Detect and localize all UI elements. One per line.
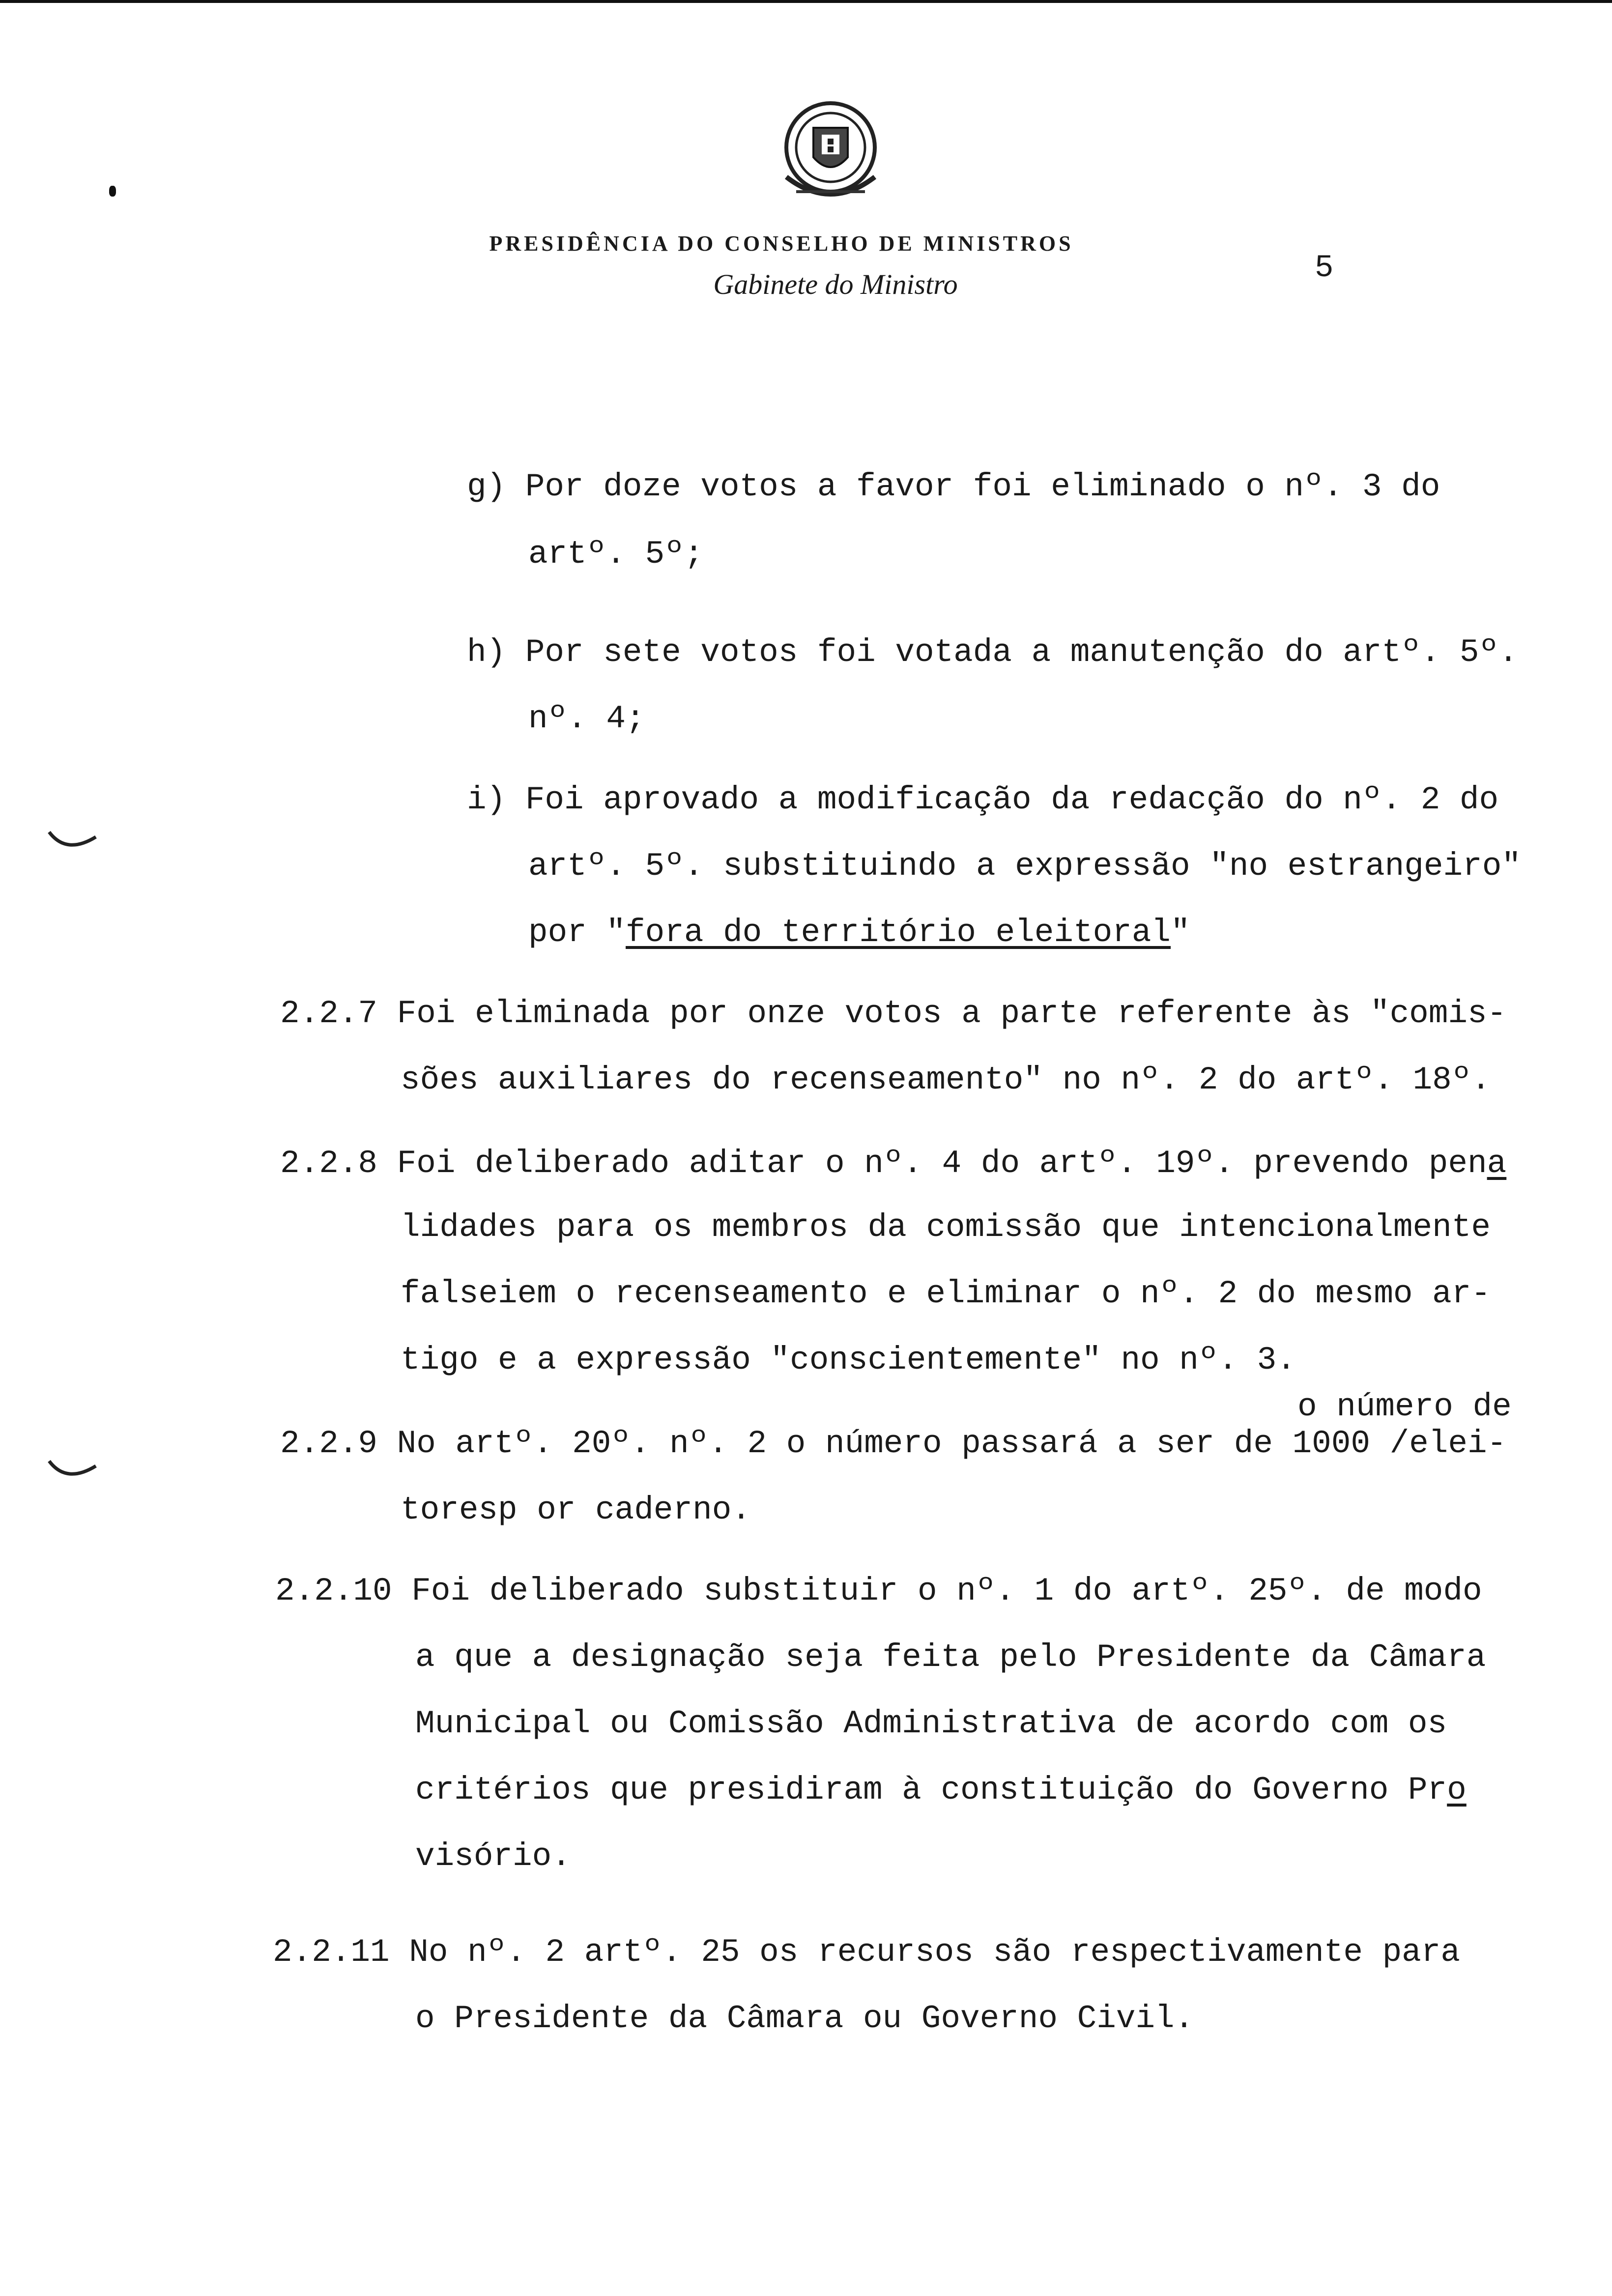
- item-i-line-3: [528, 914, 1190, 951]
- section-2211-line-1: 2.2.11 No nº. 2 artº. 25 os recursos são respectivamente para: [273, 1934, 1460, 1971]
- section-228-line-1: [280, 1145, 1507, 1182]
- section-227-line-1: 2.2.7 Foi eliminada por onze votos a parte referente às "comis-: [280, 995, 1507, 1032]
- item-h-line-2: nº. 4;: [528, 700, 645, 737]
- section-228-line-2: lidades para os membros da comissão que intencionalmente: [401, 1209, 1491, 1246]
- section-228-line-4: tigo e a expressão "conscientemente" no nº. 3.: [401, 1342, 1296, 1378]
- section-2210-line-5: visório.: [415, 1838, 571, 1875]
- section-2210-line-2: a que a designação seja feita pelo Presidente da Câmara: [415, 1639, 1486, 1676]
- coat-of-arms-icon: [767, 93, 894, 216]
- section-229-handwritten-insert: o número de: [1297, 1388, 1512, 1425]
- item-i-line-3-post: ": [1171, 914, 1190, 951]
- section-2210-line-4-underlined: o: [1447, 1772, 1467, 1808]
- page-number: 5: [1315, 251, 1334, 286]
- margin-dot: [109, 186, 116, 197]
- item-g-line-2: artº. 5º;: [528, 536, 704, 573]
- section-228-line-3: falseiem o recenseamento e eliminar o nº. 2 do mesmo ar-: [401, 1275, 1491, 1312]
- section-2210-line-4-pre: critérios que presidiram à constituição do Governo Pr: [415, 1772, 1447, 1808]
- margin-curve-mark: [47, 828, 101, 853]
- item-i-line-2: artº. 5º. substituindo a expressão "no estrangeiro": [528, 848, 1521, 885]
- section-227-line-2: sões auxiliares do recenseamento" no nº. 2 do artº. 18º.: [401, 1062, 1491, 1098]
- ministry-title: PRESIDÊNCIA DO CONSELHO DE MINISTROS: [489, 231, 1074, 256]
- item-h-line-1: h) Por sete votos foi votada a manutenção do artº. 5º.: [467, 634, 1518, 671]
- section-2210-line-1: 2.2.10 Foi deliberado substituir o nº. 1 do artº. 25º. de modo: [275, 1573, 1482, 1609]
- item-i-line-3-pre: por ": [528, 914, 626, 951]
- section-229-line-2: toresp or caderno.: [401, 1492, 751, 1528]
- section-2211-line-2: o Presidente da Câmara ou Governo Civil.: [415, 2000, 1194, 2037]
- item-i-underlined-phrase: fora do território eleitoral: [626, 914, 1171, 951]
- item-i-line-1: i) Foi aprovado a modificação da redacção do nº. 2 do: [467, 781, 1499, 818]
- section-2210-line-4: [415, 1774, 1467, 1807]
- top-edge-line: [0, 0, 1612, 3]
- section-228-line-1-pre: 2.2.8 Foi deliberado aditar o nº. 4 do artº. 19º. prevendo pen: [280, 1145, 1487, 1182]
- section-229-line-1: 2.2.9 No artº. 20º. nº. 2 o número passará a ser de 1000 /elei-: [280, 1425, 1507, 1462]
- section-2210-line-3: Municipal ou Comissão Administrativa de acordo com os: [415, 1705, 1447, 1742]
- cabinet-subtitle: Gabinete do Ministro: [713, 268, 958, 300]
- section-228-line-1-underlined: a: [1487, 1145, 1507, 1182]
- margin-curve-mark: [47, 1457, 101, 1482]
- item-g-line-1: g) Por doze votos a favor foi eliminado o nº. 3 do: [467, 468, 1440, 505]
